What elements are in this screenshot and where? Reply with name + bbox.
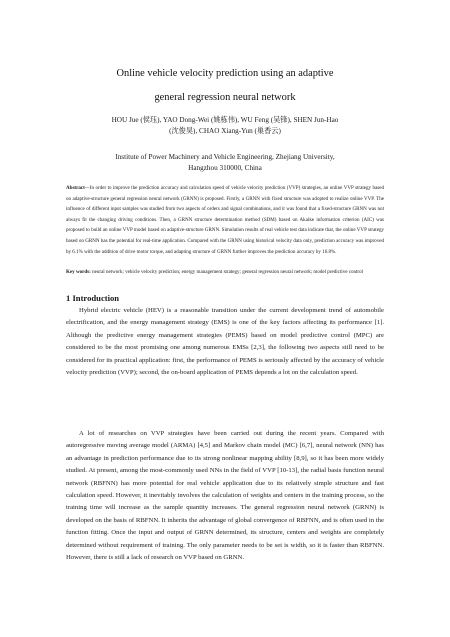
paragraph-2-text: A lot of researches on VVP strategies have been carried out during the recent years. Compared with autoregressive moving average model (ARMA) [4,5] and Markov chain model (MC) [6,7], neural network (NN) has an advantage in prediction performance due to its strong nonlinear mapping ability [8,9], so it has been more widely studied. At present, among the most-commonly used NNs in the field of VVP [10-13], the radial basis function neural network (RBFNN) has more potential for real vehicle application due to its relatively simple structure and fast calculation speed. However, it inevitably involves the calculation of weights and centers in the training process, so the training time will increase as the sample quantity increases. The general regression neural network (GRNN) is developed on the basis of RBFNN. It inherits the advantage of global convergence of RBFNN, and is often used in the function fitting. Once the input and output of GRNN determined, its structure, centers and weights are completely determined without requirement of training. The only parameter needs to be set is width, so it is faster than RBFNN. However, there is still a lack of research on VVP based on GRNN. bbox=[66, 430, 384, 562]
keywords-text: neural network; vehicle velocity prediction; energy management strategy; general regression neural network; model predictive control bbox=[90, 269, 364, 275]
affiliation-line-1: Institute of Power Machinery and Vehicle Engineering, Zhejiang University, bbox=[115, 153, 335, 161]
keywords bbox=[66, 267, 384, 278]
author-list bbox=[60, 115, 390, 136]
affiliation bbox=[60, 152, 390, 173]
paragraph-1-text: Hybrid electric vehicle (HEV) is a reasonable transition under the current development trend of automobile electrification, and the energy management strategy (EMS) is one of the key factors affecting its performance [1]. Although the predictive energy management strategies (PEMS) based on model predictive control (MPC) are considered to be the most promising one among numerous EMSs [2,3], the following two aspects still need to be considered for its practical application: first, the performance of PEMS is seriously affected by the accuracy of vehicle velocity prediction (VVP); second, the on-board application of PEMS depends a lot on the calculation speed. bbox=[66, 307, 384, 377]
intro-paragraph-2 bbox=[66, 428, 384, 564]
authors-line-1: HOU Jue (侯珏), YAO Dong-Wei (姚栋伟), WU Feng (吴锋), SHEN Jun-Hao bbox=[111, 116, 339, 124]
paper-title-line-1: Online vehicle velocity prediction using an adaptive bbox=[116, 68, 334, 79]
abstract-label: Abstract bbox=[66, 185, 85, 191]
affiliation-line-2: Hangzhou 310000, China bbox=[188, 163, 262, 172]
authors-line-2: (沈俊昊), CHAO Xiang-Yun (巢香云) bbox=[169, 126, 281, 135]
abstract-text: —In order to improve the prediction accuracy and calculation speed of vehicle velocity prediction (VVP) strategies, an online VVP strategy based on adaptive-structure general regression neural network (GRNN) is proposed. Firstly, a GRNN with fixed structure was adopted to realize online VVP. The influence of different input samples was studied from two aspects of orders and signal combinations, and it was found that a fixed-structure GRNN was not always fit the changing driving conditions. Then, a GRNN structure determination method (SDM) based on Akaike information criterion (AIC) was proposed to build an online VVP model based on adaptive-structure GRNN. Simulation results of real vehicle test data indicate that, the online VVP strategy based on GRNN has the potential for real-time application. Compared with the GRNN using historical velocity data only, prediction accuracy was improved by 6.1% with the addition of drive motor torque, and adapting structure of GRNN further improves the prediction accuracy by 16.8%. bbox=[66, 185, 384, 255]
keywords-label: Key words: bbox=[66, 269, 91, 275]
abstract bbox=[66, 183, 384, 257]
section-heading-introduction: 1 Introduction bbox=[66, 293, 120, 303]
paper-title-line-2: general regression neural network bbox=[154, 92, 296, 103]
intro-paragraph-1 bbox=[66, 305, 384, 379]
